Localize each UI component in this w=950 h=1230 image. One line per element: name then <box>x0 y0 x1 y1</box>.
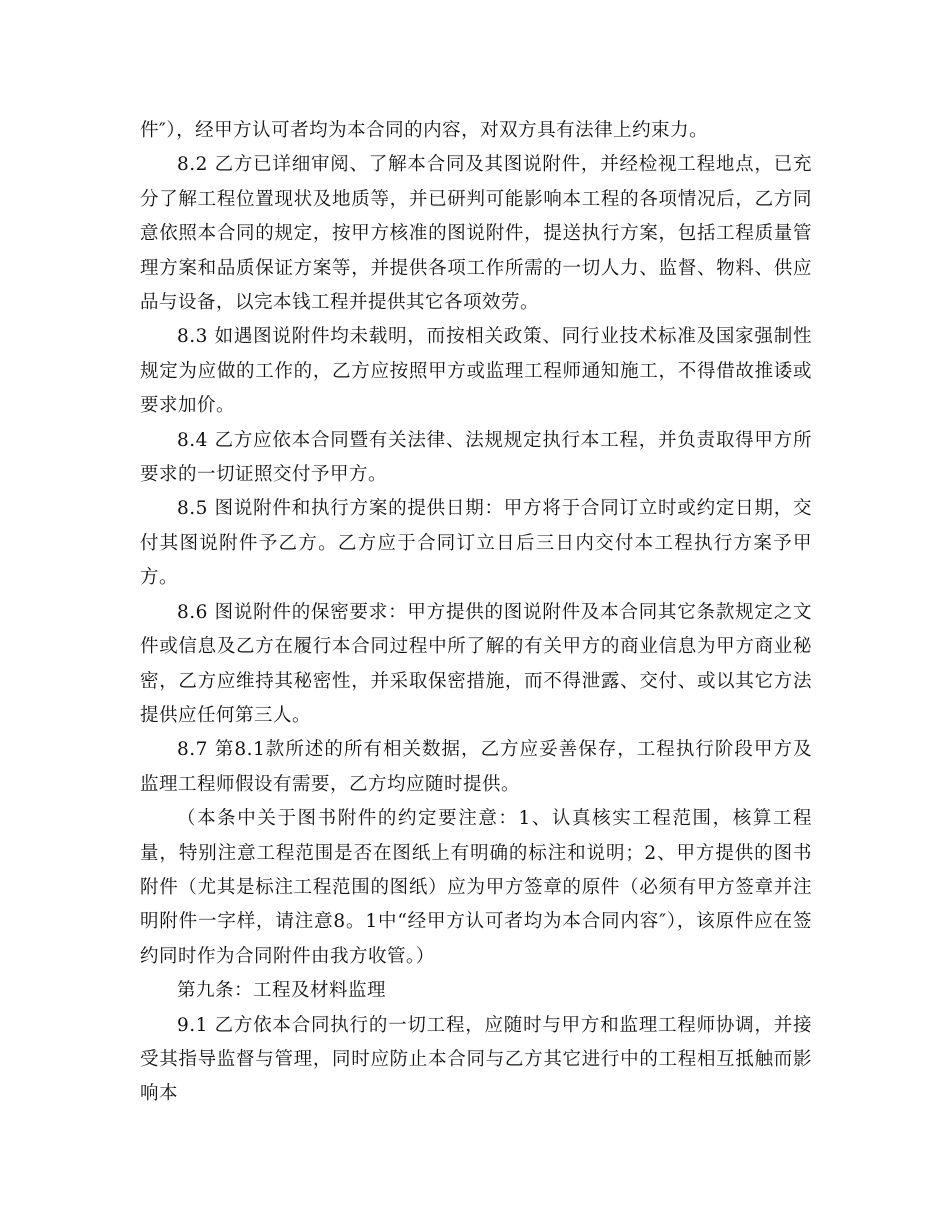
document-page <box>140 114 812 1112</box>
clause-8-4: 8.4 乙方应依本合同暨有关法律、法规规定执行本工程，并负责取得甲方所要求的一切证照交付予甲方。 <box>140 429 812 486</box>
clause-8-2: 8.2 乙方已详细审阅、了解本合同及其图说附件，并经检视工程地点，已充分了解工程位置现状及地质等，并已研判可能影响本工程的各项情况后，乙方同意依照本合同的规定，按甲方核准的图说附件，提送执行方案，包括工程质量管理方案和品质保证方案等，并提供各项工作所需的一切人力、监督、物料、供应品与设备，以完本钱工程并提供其它各项效劳。 <box>140 154 812 314</box>
clause-9-1: 9.1 乙方依本合同执行的一切工程，应随时与甲方和监理工程师协调，并接受其指导监督与管理，同时应防止本合同与乙方其它进行中的工程相互抵触而影响本 <box>140 1014 812 1105</box>
clause-8-7: 8.7 第8.1款所述的所有相关数据，乙方应妥善保存，工程执行阶段甲方及监理工程师假设有需要，乙方均应随时提供。 <box>140 739 812 795</box>
clause-8-6: 8.6 图说附件的保密要求：甲方提供的图说附件及本合同其它条款规定之文件或信息及乙方在履行本合同过程中所了解的有关甲方的商业信息为甲方商业秘密，乙方应维持其秘密性，并采取保密措施，而不得泄露、交付、或以其它方法提供应任何第三人。 <box>140 601 812 726</box>
paragraph-continuation: 件″），经甲方认可者均为本合同的内容，对双方具有法律上约束力。 <box>140 120 709 141</box>
clause-8-3: 8.3 如遇图说附件均未载明，而按相关政策、同行业技术标准及国家强制性规定为应做的工作的，乙方应按照甲方或监理工程师通知施工，不得借故推诿或要求加价。 <box>140 326 812 417</box>
clause-note: （本条中关于图书附件的约定要注意：1、认真核实工程范围，核算工程量，特别注意工程范围是否在图纸上有明确的标注和说明；2、甲方提供的图书附件（尤其是标注工程范围的图纸）应为甲方签章的原件（必须有甲方签章并注明附件一字样，请注意8。1中“经甲方认可者均为本合同内容″），该原件应在签约同时作为合同附件由我方收管。） <box>140 808 812 967</box>
clause-8-5: 8.5 图说附件和执行方案的提供日期：甲方将于合同订立时或约定日期，交付其图说附件予乙方。乙方应于合同订立日后三日内交付本工程执行方案予甲方。 <box>140 498 812 589</box>
article-9-heading: 第九条：工程及材料监理 <box>177 980 387 1002</box>
